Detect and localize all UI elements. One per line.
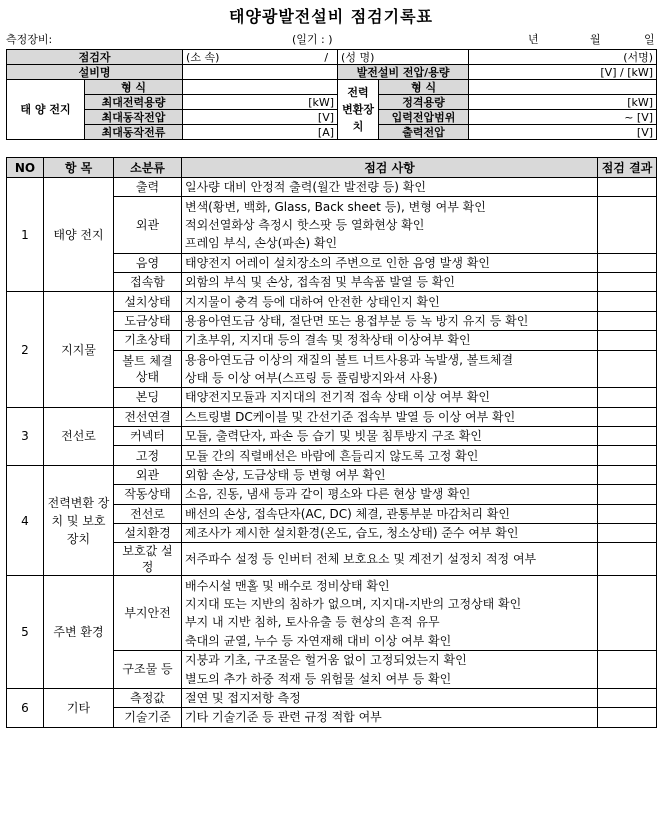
sub-category: 기술기준 — [114, 708, 182, 727]
inspection-result-cell[interactable] — [598, 465, 657, 484]
month-label: 월 — [590, 33, 601, 46]
checklist-row — [7, 292, 657, 311]
inspection-result-cell[interactable] — [598, 708, 657, 727]
col-item: 항 목 — [44, 158, 114, 178]
facility-name-value[interactable] — [183, 65, 338, 80]
inspection-result-cell[interactable] — [598, 407, 657, 426]
form-meta-row — [0, 31, 662, 47]
checklist-row — [7, 576, 657, 595]
section-no: 4 — [7, 465, 44, 576]
section-item: 태양 전지 — [44, 178, 114, 292]
solar-cell-label: 태 양 전지 — [7, 80, 85, 140]
sub-category: 측정값 — [114, 688, 182, 707]
name-label: (성 명) — [338, 50, 469, 65]
sub-category: 고정 — [114, 446, 182, 465]
inspection-item-text: 용융아연도금 상태, 절단면 또는 용접부분 등 녹 방지 유지 등 확인 — [182, 311, 598, 330]
section-item: 주변 환경 — [44, 576, 114, 688]
inspection-item-text: 기초부위, 지지대 등의 결속 및 정착상태 이상여부 확인 — [182, 331, 598, 350]
slash-separator: / — [324, 50, 329, 64]
sub-category: 설치환경 — [114, 524, 182, 543]
inspection-item-text: 일사량 대비 안정적 출력(월간 발전량 등) 확인 — [182, 178, 598, 197]
output-voltage-value[interactable]: [V] — [469, 125, 657, 140]
sub-category: 출력 — [114, 178, 182, 197]
sub-category: 부지안전 — [114, 576, 182, 651]
affiliation-label: (소 속) / — [183, 50, 338, 65]
section-no: 3 — [7, 407, 44, 465]
inspection-item-text: 용융아연도금 이상의 재질의 볼트 너트사용과 녹발생, 볼트체결 — [182, 350, 598, 369]
inspection-item-text: 상태 등 이상 여부(스프링 등 풀림방지와셔 사용) — [182, 369, 598, 388]
max-current-value[interactable]: [A] — [183, 125, 338, 140]
converter-label: 전력 변환장치 — [338, 80, 379, 140]
output-voltage-label: 출력전압 — [379, 125, 469, 140]
inspection-item-text: 기타 기술기준 등 관련 규정 적합 여부 — [182, 708, 598, 727]
sub-category: 도금상태 — [114, 311, 182, 330]
inspection-item-text: 변색(황변, 백화, Glass, Back sheet 등), 변형 여부 확인 — [182, 197, 598, 216]
checklist-body — [7, 178, 657, 728]
section-no: 5 — [7, 576, 44, 688]
inspection-result-cell[interactable] — [598, 311, 657, 330]
inspection-item-text: 태양전지모듈과 지지대의 전기적 접속 상태 이상 여부 확인 — [182, 388, 598, 407]
max-current-label: 최대동작전류 — [85, 125, 183, 140]
inspection-result-cell[interactable] — [598, 197, 657, 253]
sub-category: 커넥터 — [114, 427, 182, 446]
rated-capacity-label: 정격용량 — [379, 95, 469, 110]
inspection-item-text: 배수시설 맨홀 및 배수로 정비상태 확인 — [182, 576, 598, 595]
weather-label: (일기 : ) — [292, 33, 333, 46]
inspection-item-text: 절연 및 접지저항 측정 — [182, 688, 598, 707]
solar-model-label: 형 식 — [85, 80, 183, 95]
sub-category: 구조물 등 — [114, 650, 182, 688]
inspection-result-cell[interactable] — [598, 524, 657, 543]
section-no: 6 — [7, 688, 44, 727]
sub-category: 보호값 설정 — [114, 543, 182, 576]
conv-model-label: 형 식 — [379, 80, 469, 95]
max-voltage-value[interactable]: [V] — [183, 110, 338, 125]
inspection-item-text: 모듈 간의 직렬배선은 바람에 흔들리지 않도록 고정 확인 — [182, 446, 598, 465]
inspection-item-text: 지지물이 충격 등에 대하여 안전한 상태인지 확인 — [182, 292, 598, 311]
col-no: NO — [7, 158, 44, 178]
inspection-item-text: 스트링별 DC케이블 및 간선기준 접속부 발열 등 이상 여부 확인 — [182, 407, 598, 426]
facility-info-table — [6, 49, 657, 140]
inspection-result-cell[interactable] — [598, 350, 657, 388]
inspection-item-text: 모듈, 출력단자, 파손 등 습기 및 빗물 침투방지 구조 확인 — [182, 427, 598, 446]
section-no: 1 — [7, 178, 44, 292]
section-item: 기타 — [44, 688, 114, 727]
inspection-item-text: 외함의 부식 및 손상, 접속점 및 부속품 발열 등 확인 — [182, 272, 598, 291]
inspection-result-cell[interactable] — [598, 576, 657, 651]
inspection-result-cell[interactable] — [598, 292, 657, 311]
solar-model-value[interactable] — [183, 80, 338, 95]
input-range-value[interactable]: ~ [V] — [469, 110, 657, 125]
inspection-item-text: 제조사가 제시한 설치환경(온도, 습도, 청소상태) 준수 여부 확인 — [182, 524, 598, 543]
inspection-item-text: 태양전지 어레이 설치장소의 주변으로 인한 음영 발생 확인 — [182, 253, 598, 272]
inspection-item-text: 지지대 또는 지반의 침하가 없으며, 지지대-지반의 고정상태 확인 — [182, 595, 598, 613]
inspection-item-text: 배선의 손상, 접속단자(AC, DC) 체결, 관통부분 마감처리 확인 — [182, 504, 598, 523]
inspection-result-cell[interactable] — [598, 446, 657, 465]
inspection-result-cell[interactable] — [598, 331, 657, 350]
sub-category: 본딩 — [114, 388, 182, 407]
inspection-result-cell[interactable] — [598, 504, 657, 523]
day-label: 일 — [644, 33, 655, 46]
inspection-result-cell[interactable] — [598, 388, 657, 407]
inspector-label: 점검자 — [7, 50, 183, 65]
sub-category: 외관 — [114, 465, 182, 484]
sub-category: 전선연결 — [114, 407, 182, 426]
form-title: 태양광발전설비 점검기록표 — [228, 7, 434, 26]
checklist-row — [7, 407, 657, 426]
section-item: 지지물 — [44, 292, 114, 407]
sub-category: 볼트 체결상태 — [114, 350, 182, 388]
col-result: 점검 결과 — [598, 158, 657, 178]
voltage-capacity-value[interactable]: [V] / [kW] — [469, 65, 657, 80]
col-content: 점검 사항 — [182, 158, 598, 178]
checklist-row — [7, 688, 657, 707]
checklist-row — [7, 178, 657, 197]
sub-category: 접속함 — [114, 272, 182, 291]
sub-category: 설치상태 — [114, 292, 182, 311]
sub-category: 외관 — [114, 197, 182, 253]
inspection-item-text: 부지 내 지반 침하, 토사유출 등 현상의 흔적 유무 — [182, 613, 598, 631]
measure-equipment-label: 측정장비: — [6, 33, 53, 46]
inspection-result-cell[interactable] — [598, 650, 657, 688]
input-range-label: 입력전압범위 — [379, 110, 469, 125]
inspection-result-cell[interactable] — [598, 427, 657, 446]
signature-label: (서명) — [469, 50, 657, 65]
section-item: 전선로 — [44, 407, 114, 465]
inspection-result-cell[interactable] — [598, 272, 657, 291]
inspection-result-cell[interactable] — [598, 688, 657, 707]
sub-category: 음영 — [114, 253, 182, 272]
col-sub: 소분류 — [114, 158, 182, 178]
conv-model-value[interactable] — [469, 80, 657, 95]
inspection-item-text: 외함 손상, 도금상태 등 변형 여부 확인 — [182, 465, 598, 484]
inspection-item-text: 축대의 균열, 누수 등 자연재해 대비 이상 여부 확인 — [182, 632, 598, 651]
facility-name-label: 설비명 — [7, 65, 183, 80]
rated-capacity-value[interactable]: [kW] — [469, 95, 657, 110]
inspection-result-cell[interactable] — [598, 253, 657, 272]
inspection-item-text: 소음, 진동, 냄새 등과 같이 평소와 다른 현상 발생 확인 — [182, 485, 598, 504]
sub-category: 기초상태 — [114, 331, 182, 350]
sub-category: 전선로 — [114, 504, 182, 523]
inspection-checklist-table — [6, 157, 657, 728]
inspection-item-text: 별도의 추가 하중 적재 등 위험물 설치 여부 등 확인 — [182, 669, 598, 688]
inspection-result-cell[interactable] — [598, 543, 657, 576]
inspection-item-text: 지붕과 기초, 구조물은 헐거움 없이 고정되었는지 확인 — [182, 650, 598, 669]
inspection-result-cell[interactable] — [598, 485, 657, 504]
inspection-result-cell[interactable] — [598, 178, 657, 197]
section-no: 2 — [7, 292, 44, 407]
max-power-value[interactable]: [kW] — [183, 95, 338, 110]
inspection-item-text: 프레임 부식, 손상(파손) 확인 — [182, 234, 598, 253]
voltage-capacity-label: 발전설비 전압/용량 — [338, 65, 469, 80]
max-power-label: 최대전력용량 — [85, 95, 183, 110]
checklist-row — [7, 465, 657, 484]
inspection-item-text: 적외선열화상 측정시 핫스팟 등 열화현상 확인 — [182, 216, 598, 234]
section-item: 전력변환 장치 및 보호장치 — [44, 465, 114, 576]
sub-category: 작동상태 — [114, 485, 182, 504]
year-label: 년 — [528, 33, 539, 46]
inspection-item-text: 저주파수 설정 등 인버터 전체 보호요소 및 계전기 설정치 적정 여부 — [182, 543, 598, 576]
max-voltage-label: 최대동작전압 — [85, 110, 183, 125]
